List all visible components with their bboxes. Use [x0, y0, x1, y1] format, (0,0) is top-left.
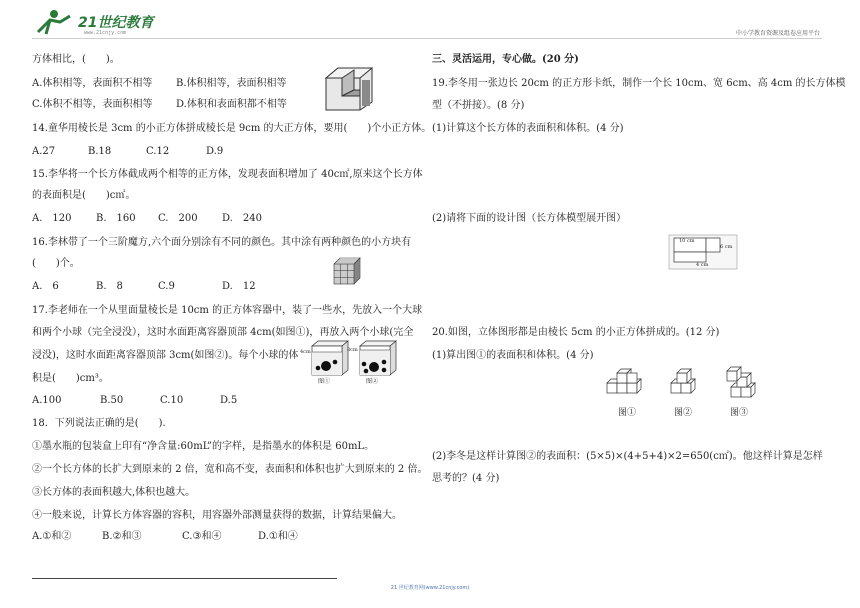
net-label-length: 10 cm: [679, 238, 695, 244]
header-platform-text: 中小学教育资源及组卷应用平台: [735, 30, 820, 37]
runner-logo-icon: [32, 8, 76, 36]
q17-text-line1: 17.李老师在一个从里面量棱长是 10cm 的正方体容器中，装了一些水，先放入一个大球: [32, 305, 423, 316]
fig2-label-3cm: 3cm: [347, 347, 358, 353]
q17-option-b: B.50: [100, 395, 124, 406]
cube-figure-1: [607, 369, 641, 393]
q16-option-b: B. 8: [96, 281, 123, 292]
q15-text-line1: 15.李华将一个长方体截成两个相等的正方体，发现表面积增加了 40c㎡,原来这个长方体: [32, 169, 423, 180]
q15-text-line2: 的表面积是( )c㎡。: [32, 190, 136, 201]
q14-option-a: A.27: [32, 146, 56, 157]
q15-option-c: C. 200: [158, 213, 198, 224]
q20-part2-line2: 思考的？(4 分): [432, 473, 500, 484]
site-logo: [32, 8, 192, 38]
q14-option-b: B.18: [88, 146, 112, 157]
q16-option-d: D. 12: [222, 281, 256, 292]
q19-part2: (2)请将下面的设计图（长方体模型展开图）: [432, 213, 627, 224]
fig1-caption: 图①: [318, 378, 331, 385]
q16-option-c: C.9: [158, 281, 175, 292]
q18-statement-2: ②一个长方体的长扩大到原来的 2 倍，宽和高不变，表面积和体积也扩大到原来的 2 倍。: [32, 464, 428, 475]
q15-option-d: D. 240: [222, 213, 262, 224]
q14-option-d: D.9: [206, 146, 224, 157]
fig2-caption: 图②: [366, 378, 379, 385]
q17-text-line2: 和两个小球（完全浸没），这时水面距离容器顶部 4cm(如图①)，再放入两个小球(完全: [32, 327, 414, 338]
q13-option-d: D.体积和表面积都不相等: [176, 99, 287, 110]
net-label-width: 6 cm: [720, 244, 733, 250]
q20-fig1-caption: 图①: [617, 408, 636, 418]
q20-part1: (1)算出图①的表面积和体积。(4 分): [432, 350, 594, 361]
q17-text-line4: 积是( )cm³。: [32, 373, 109, 384]
q14-option-c: C.12: [146, 146, 170, 157]
fig1-label-4cm: 4cm: [300, 349, 311, 355]
q15-option-a: A. 120: [32, 213, 72, 224]
cube-figure-3: [727, 367, 755, 397]
container-figure-2: [360, 341, 396, 375]
q19-part1: (1)计算这个长方体的表面积和体积。(4 分): [432, 123, 624, 134]
q13-option-a: A.体积相等，表面积不相等: [32, 78, 153, 89]
q17-text-line3: 浸没)，这时水面距离容器顶部 3cm(如图②)。每个小球的体: [32, 350, 299, 361]
q18-statement-4: ④一般来说，计算长方体容器的容积，用容器外部测量获得的数据，计算结果偏大。: [32, 510, 402, 521]
q18-option-c: C.③和④: [182, 531, 222, 542]
section-3-heading: 三、灵活运用，专心做。(20 分): [432, 54, 579, 65]
logo-text: 21世纪教育: [78, 15, 154, 31]
footer-divider: [32, 578, 337, 579]
q20-text: 20.如图，立体图形都是由棱长 5cm 的小正方体拼成的。(12 分): [432, 327, 720, 338]
q18-statement-1: ①墨水瓶的包装盒上印有“净含量:60mL”的字样，是指墨水的体积是 60mL。: [32, 441, 375, 452]
q13-option-b: B.体积相等，表面积相等: [176, 78, 287, 89]
q20-part2-line1: (2)李冬是这样计算图②的表面积：(5×5)×(4+5+4)×2=650(c㎡)。他这样计算是怎样: [432, 451, 823, 462]
q19-text-line1: 19.李冬用一张边长 20cm 的正方形卡纸，制作一个长 10cm、宽 6cm、高 4cm 的长方体模: [432, 78, 846, 89]
q15-option-b: B. 160: [96, 213, 136, 224]
q13-option-c: C.体积不相等，表面积相等: [32, 99, 153, 110]
cube-figure-2: [671, 369, 695, 393]
cube-stack-figures: [605, 365, 785, 403]
q14-text: 14.童华用棱长是 3cm 的小正方体拼成棱长是 9cm 的大正方体，要用( )个小正方体。: [32, 123, 432, 134]
q17-option-d: D.5: [220, 395, 238, 406]
notched-cube-figure: [322, 64, 376, 112]
q18-option-d: D.①和④: [258, 531, 298, 542]
q18-text: 18．下列说法正确的是( ).: [32, 418, 166, 429]
q17-option-a: A.100: [32, 395, 62, 406]
footer-site-link[interactable]: 21 世纪教育网(www.21cnjy.com): [390, 585, 470, 591]
logo-url: www.21cnjy.com: [84, 30, 127, 36]
q20-fig2-caption: 图②: [673, 408, 692, 418]
q18-statement-3: ③长方体的表面积越大,体积也越大。: [32, 487, 196, 498]
q16-text-line1: 16.李林带了一个三阶魔方,六个面分别涂有不同的颜色。其中涂有两种颜色的小方块有: [32, 237, 412, 248]
q19-text-line2: 型（不拼接）。(8 分): [432, 100, 525, 111]
rubiks-cube-figure: [332, 256, 362, 286]
q16-option-a: A. 6: [32, 281, 59, 292]
q20-fig3-caption: 图③: [729, 408, 748, 418]
header-divider: [32, 38, 822, 39]
q18-option-b: B.②和③: [102, 531, 142, 542]
net-label-height: 4 cm: [696, 262, 709, 268]
q17-option-c: C.10: [160, 395, 184, 406]
q16-text-line2: ( )个。: [32, 258, 80, 269]
container-figure-1: [312, 341, 348, 375]
q13-continuation: 方体相比，( )。: [32, 54, 120, 65]
q18-option-a: A.①和②: [32, 531, 72, 542]
